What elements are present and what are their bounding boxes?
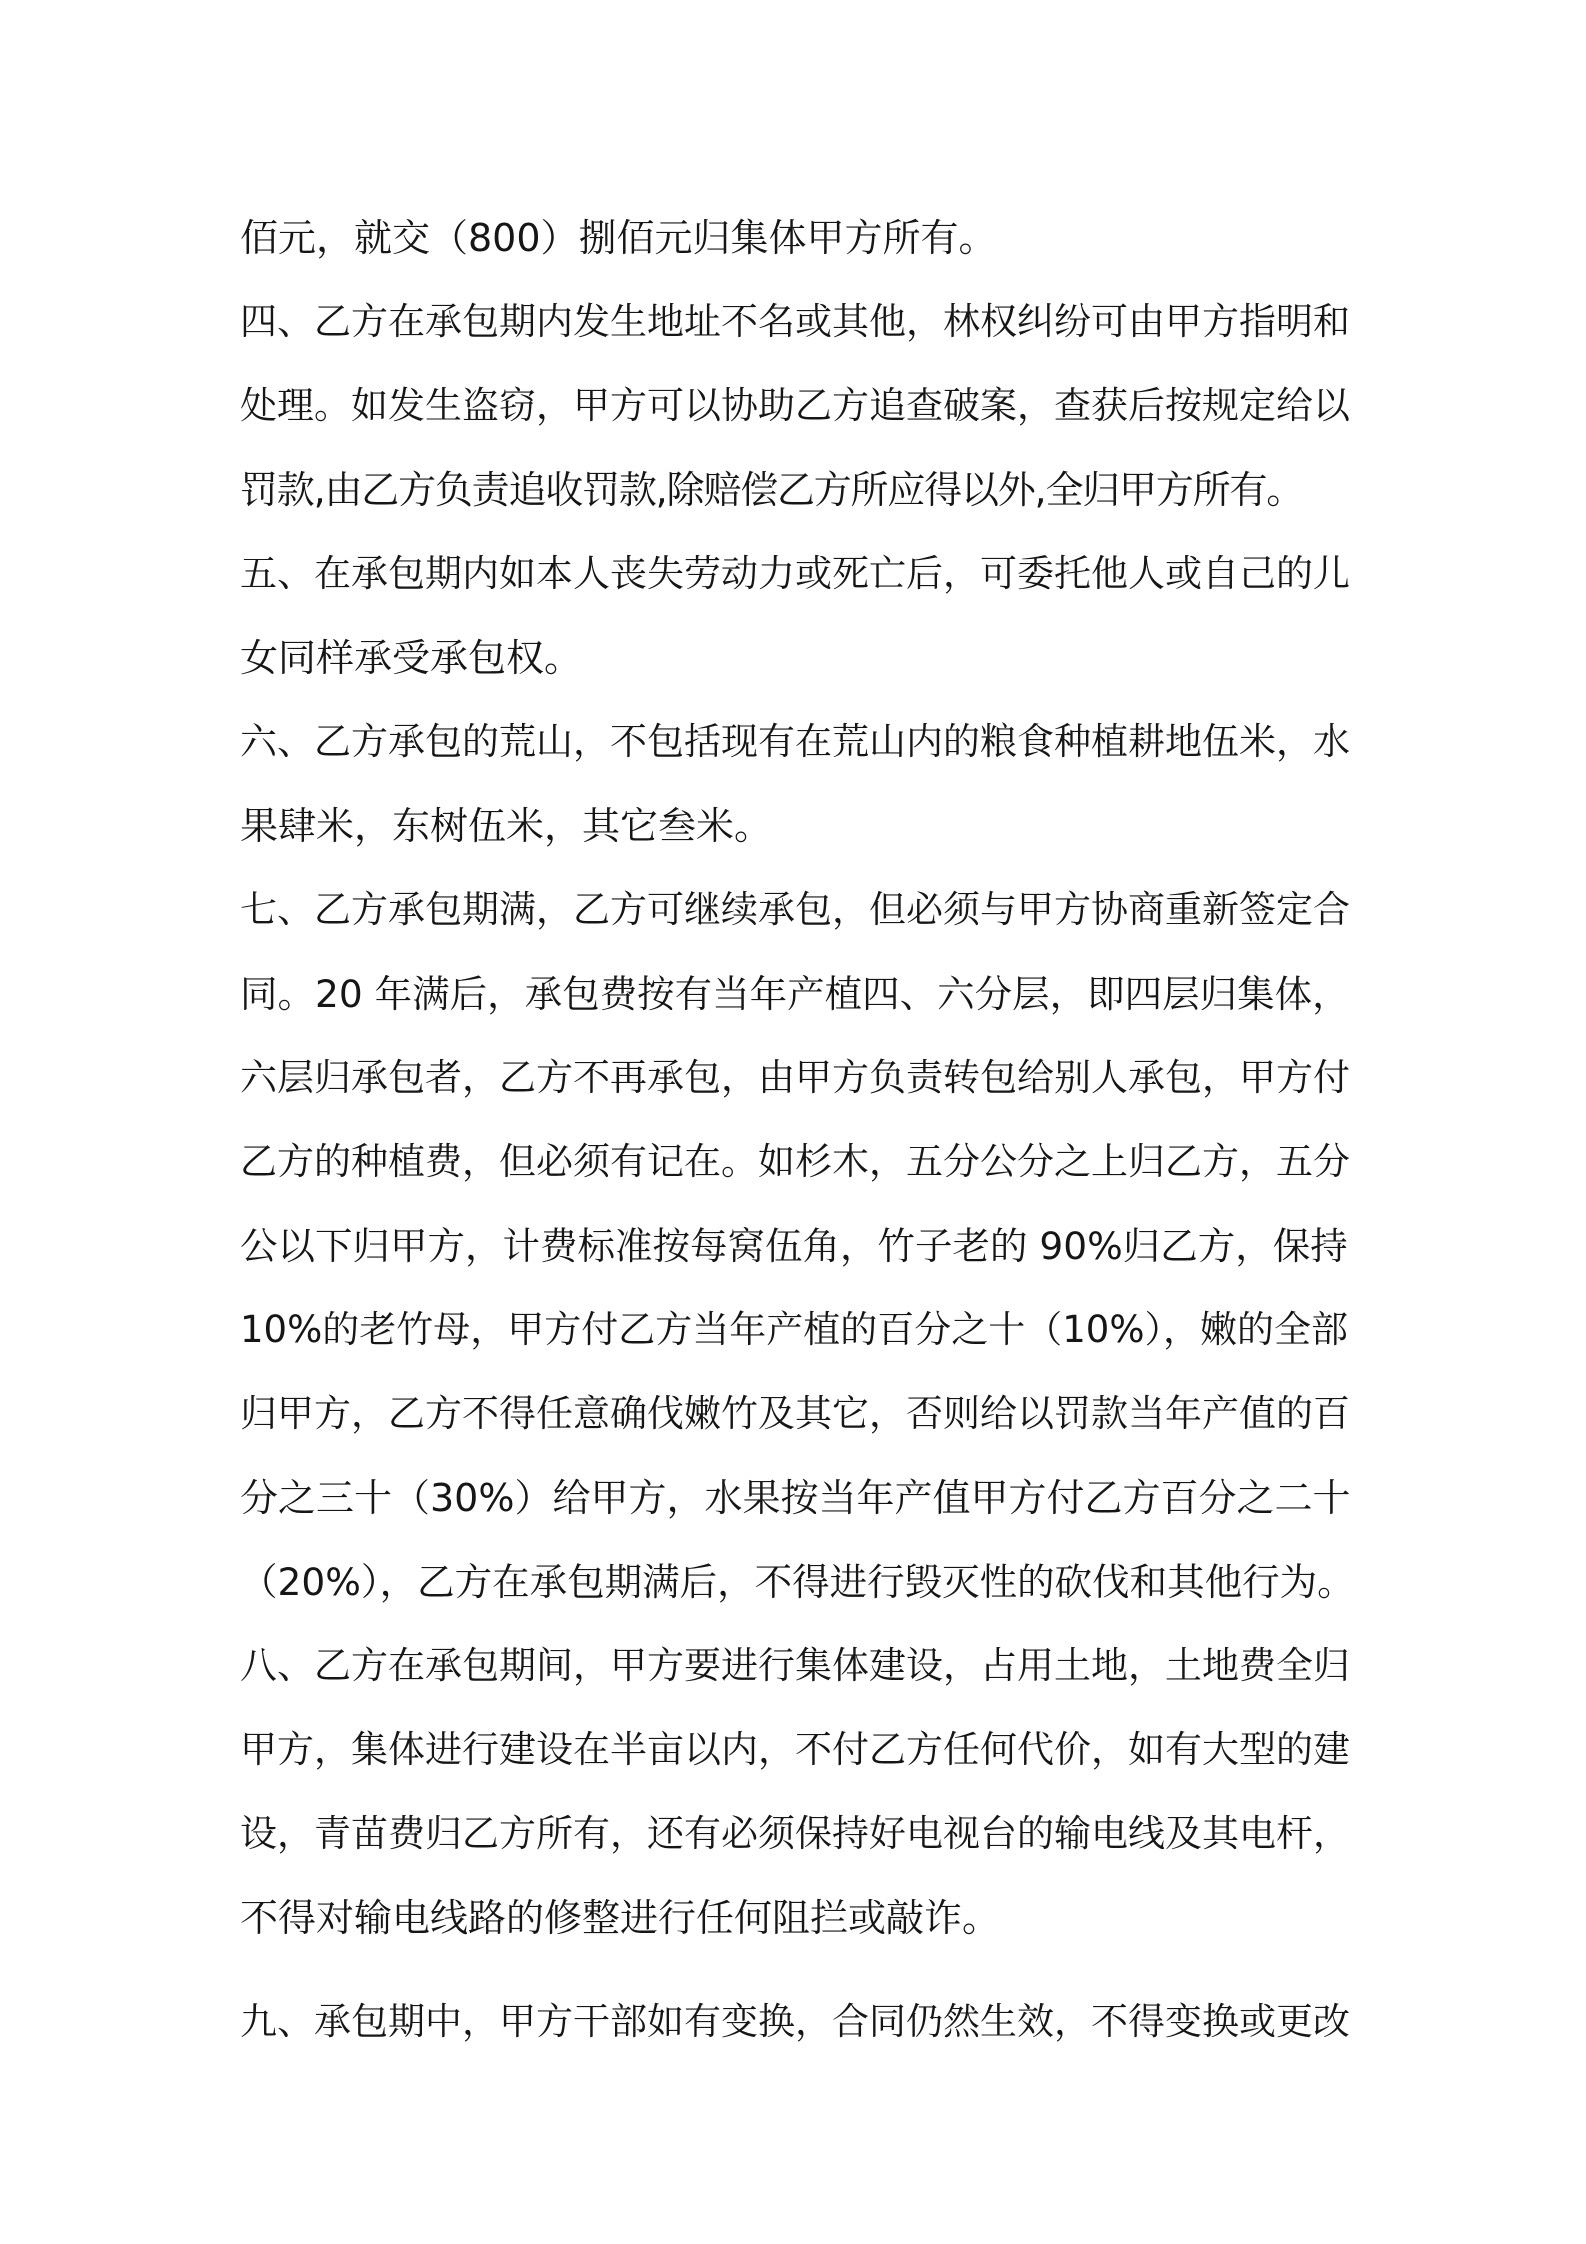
clause-6-line-1: 六、乙方承包的荒山，不包括现有在荒山内的粮食种植耕地伍米，水 — [240, 720, 1350, 763]
clause-7-line-3: 六层归承包者，乙方不再承包，由甲方负责转包给别人承包，甲方付 — [240, 1056, 1350, 1099]
clause-4-line-1: 四、乙方在承包期内发生地址不名或其他，林权纠纷可由甲方指明和 — [240, 300, 1350, 343]
clause-7-line-8: 分之三十（30%）给甲方，水果按当年产值甲方付乙方百分之二十 — [240, 1476, 1351, 1520]
clause-9-line-1: 九、承包期中，甲方干部如有变换，合同仍然生效，不得变换或更改 — [240, 2000, 1350, 2043]
clause-5-line-1: 五、在承包期内如本人丧失劳动力或死亡后，可委托他人或自己的儿 — [240, 552, 1350, 595]
clause-7-line-5: 公以下归甲方，计费标准按每窝伍角，竹子老的 90%归乙方，保持 — [240, 1224, 1348, 1268]
clause-5-line-2: 女同样承受承包权。 — [240, 636, 583, 680]
clause-8-line-4: 不得对输电线路的修整进行任何阻拦或敲诈。 — [240, 1896, 1001, 1940]
clause-7-line-4: 乙方的种植费，但必须有记在。如杉木，五分公分之上归乙方，五分 — [240, 1140, 1350, 1183]
clause-4-line-3: 罚款,由乙方负责追收罚款,除赔偿乙方所应得以外,全归甲方所有。 — [240, 468, 1304, 512]
clause-8-line-1: 八、乙方在承包期间，甲方要进行集体建设，占用土地，土地费全归 — [240, 1644, 1350, 1687]
clause-6-line-2: 果肆米，东树伍米，其它叁米。 — [240, 804, 773, 848]
clause-7-line-1: 七、乙方承包期满，乙方可继续承包，但必须与甲方协商重新签定合 — [240, 888, 1350, 931]
clause-7-line-9: （20%），乙方在承包期满后，不得进行毁灭性的砍伐和其他行为。 — [240, 1560, 1355, 1604]
clause-7-line-7: 归甲方，乙方不得任意确伐嫩竹及其它，否则给以罚款当年产值的百 — [240, 1392, 1350, 1435]
clause-4-line-2: 处理。如发生盗窃，甲方可以协助乙方追查破案，查获后按规定给以 — [240, 384, 1350, 427]
clause-8-line-3: 设，青苗费归乙方所有，还有必须保持好电视台的输电线及其电杆， — [240, 1812, 1350, 1855]
text-line-1: 佰元，就交（800）捌佰元归集体甲方所有。 — [240, 216, 997, 260]
clause-7-line-2: 同。20 年满后，承包费按有当年产植四、六分层，即四层归集体， — [240, 972, 1350, 1016]
clause-7-line-6: 10%的老竹母，甲方付乙方当年产植的百分之十（10%），嫩的全部 — [240, 1308, 1348, 1351]
contract-text — [240, 196, 1360, 2064]
clause-8-line-2: 甲方，集体进行建设在半亩以内，不付乙方任何代价，如有大型的建 — [240, 1728, 1350, 1771]
